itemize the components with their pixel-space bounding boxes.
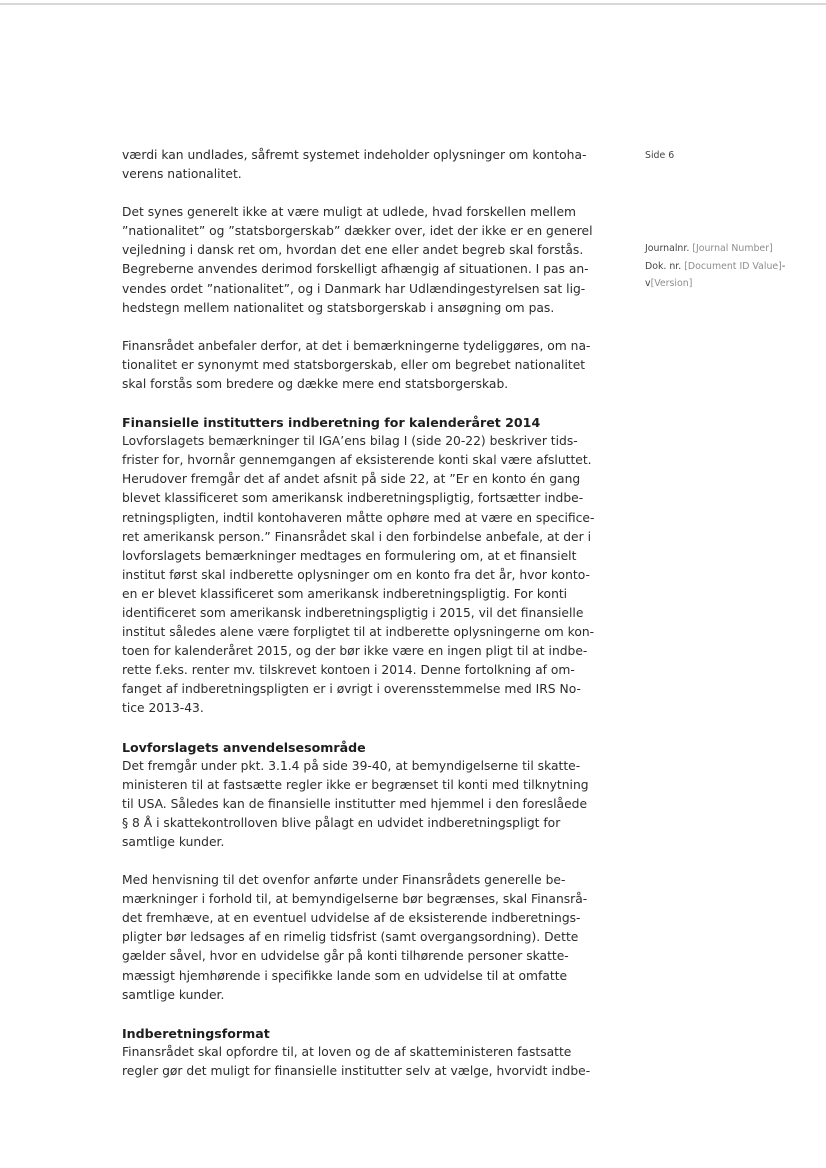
paragraph-2: Det synes generelt ikke at være muligt at udlede, hvad forskellen mellem ”nationalitet” og ”statsborgerskab” dækker over, idet der ikke er en generel vejledning i dansk ret om, hvordan det ene eller andet begreb skal forstås. Begreberne anvendes derimod forskelligt afhængig af situationen. I pas an- vendes ordet ”nationalitet”, og i Danmark har Udlændingestyrelsen sat lig- hedstegn mellem nationalitet og statsborgerskab i ansøgning om pas. [122,205,593,315]
section-heading-scope: Lovforslagets anvendelsesområde [122,739,366,755]
document-number-line [645,258,785,276]
journal-number-label: Journalnr. [645,243,690,254]
document-number-suffix: - [781,260,786,272]
document-number-label: Dok. nr. [645,260,682,272]
document-number-value: [Document ID Value] [684,260,782,272]
paragraph-1: værdi kan undlades, såfremt systemet indeholder oplysninger om kontoha- verens nationalitet. [122,148,587,182]
paragraph-5: Det fremgår under pkt. 3.1.4 på side 39-40, at bemyndigelserne til skatte- ministeren til at fastsætte regler ikke er begrænset til konti med tilknytning til USA. Således kan de finansielle institutter med hjemmel i den foreslåede § 8 Å i skattekontrolloven blive pålagt en udvidet indberetningspligt for samtlige kunder. [122,758,589,849]
journal-number-value: [Journal Number] [692,243,773,254]
version-prefix: v [645,278,651,289]
top-border-line [0,3,826,5]
section-heading-reporting-2014: Finansielle institutters indberetning for kalenderåret 2014 [122,415,541,431]
paragraph-3: Finansrådet anbefaler derfor, at det i bemærkningerne tydeliggøres, om na- tionalitet er synonymt med statsborgerskab, eller om begrebet nationalitet skal forstås som bredere og dække mere end statsborgerskab. [122,338,591,391]
document-body [122,146,608,1081]
paragraph-7: Finansrådet skal opfordre til, at loven og de af skatteministeren fastsatte regler gør det muligt for finansielle institutter selv at vælge, hvorvidt indbe- [122,1044,591,1078]
document-metadata [645,240,785,293]
page-number: Side 6 [645,150,675,161]
version-line [645,275,785,293]
paragraph-4: Lovforslagets bemærkninger til IGA’ens bilag I (side 20-22) beskriver tids- frister for, hvornår gennemgangen af eksisterende konti skal være afsluttet. Herudover fremgår det af andet afsnit på side 22, at ”Er en konto én gang blevet klassificeret som amerikansk indberetningspligtig, fortsætter indbe- retningspligten, indtil kontohaveren måtte ophøre med at være en specifice- ret amerikansk person.” Finansrådet skal i den forbindelse anbefale, at der i lovforslagets bemærkninger medtages en formulering om, at et finansielt institut først skal indberette oplysninger om en konto fra det år, hvor konto- en er blevet klassificeret som amerikansk indberetningspligtig. For konti identificeret som amerikansk indberetningspligtig i 2015, vil det finansielle institut således alene være forpligtet til at indberette oplysningerne om kon- toen for kalenderåret 2015, og der bør ikke være en ingen pligt til at indbe- rette f.eks. renter mv. tilskrevet kontoen i 2014. Denne fortolkning af om- fanget af indberetningspligten er i øvrigt i overensstemmelse med IRS No- tice 2013-43. [122,434,595,716]
section-heading-format: Indberetningsformat [122,1025,270,1041]
paragraph-6: Med henvisning til det ovenfor anførte under Finansrådets generelle be- mærkninger i forhold til, at bemyndigelserne bør begrænses, skal Finansrå- det fremhæve, at en eventuel udvidelse af de eksisterende indberetnings- pligter bør ledsages af en rimelig tidsfrist (samt overgangsordning). Dette gælder såvel, hvor en udvidelse går på konti tilhørende personer skatte- mæssigt hjemhørende i specifikke lande som en udvidelse til at omfatte samtlige kunder. [122,873,588,1002]
journal-number-line [645,240,785,258]
version-value: [Version] [650,278,693,289]
